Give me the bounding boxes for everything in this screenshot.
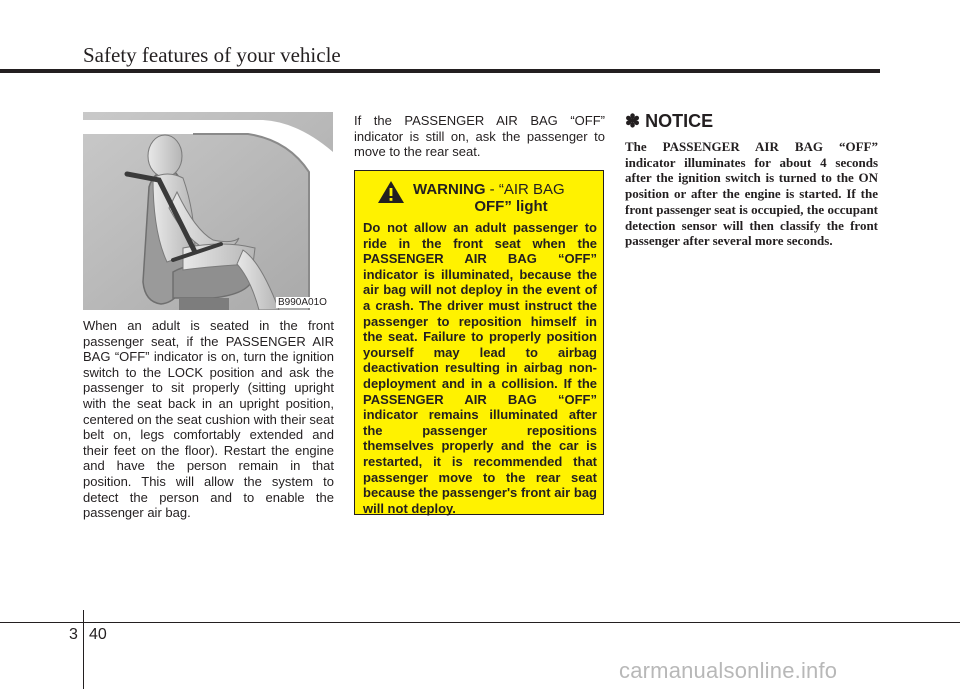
page-number: 40 — [89, 626, 107, 643]
warning-title-suffix: - “AIR BAG — [485, 181, 565, 198]
warning-box — [354, 170, 604, 515]
notice-body: The PASSENGER AIR BAG “OFF” indicator illuminates for about 4 seconds after the ignition switch is turned to the ON position or after the engine is started. If the front passenger seat is occupied, the occupant detection sensor will then classify the front passenger after several more seconds. — [625, 139, 878, 249]
warning-title-line — [413, 181, 565, 198]
footer-divider — [83, 610, 84, 689]
col1-paragraph: When an adult is seated in the front passenger seat, if the PASSENGER AIR BAG “OFF” indicator is on, turn the ignition switch to the LOCK position and ask the passenger to sit properly (sitting upright with the seat back in an upright position, centered on the seat cushion with their seat belt on, legs comfortably extended and their feet on the floor). Restart the engine and have the person remain in that position. This will allow the system to detect the person and to enable the passenger air bag. — [83, 318, 334, 521]
watermark: carmanualsonline.info — [619, 658, 838, 683]
footer-rule — [0, 622, 960, 623]
figure-code: B990A01O — [278, 297, 327, 308]
page-header-title: Safety features of your vehicle — [83, 43, 341, 67]
passenger-seat-figure — [83, 112, 333, 310]
notice-title: ✽ NOTICE — [625, 111, 714, 131]
warning-title: WARNING — [413, 181, 486, 198]
chapter-number: 3 — [69, 626, 78, 643]
col2-paragraph: If the PASSENGER AIR BAG “OFF” indicator is still on, ask the passenger to move to the rear seat. — [354, 113, 605, 160]
warning-subtitle: OFF” light — [474, 198, 548, 215]
seated-passenger-illustration — [83, 112, 333, 310]
warning-body: Do not allow an adult passenger to ride in the front seat when the PASSENGER AIR BAG “OFF” indicator is illuminated, because the air bag will not deploy in the event of a crash. The driver must instruct the passenger to reposition himself in the seat. Failure to properly position yourself may lead to airbag deactivation resulting in airbag non-deployment and in a collision. If the PASSENGER AIR BAG “OFF” indicator remains illuminated after the passenger repositions themselves properly and the car is restarted, it is recommended that passenger move to the rear seat because the passenger's front air bag will not deploy. — [363, 220, 597, 516]
header-rule — [0, 69, 880, 73]
